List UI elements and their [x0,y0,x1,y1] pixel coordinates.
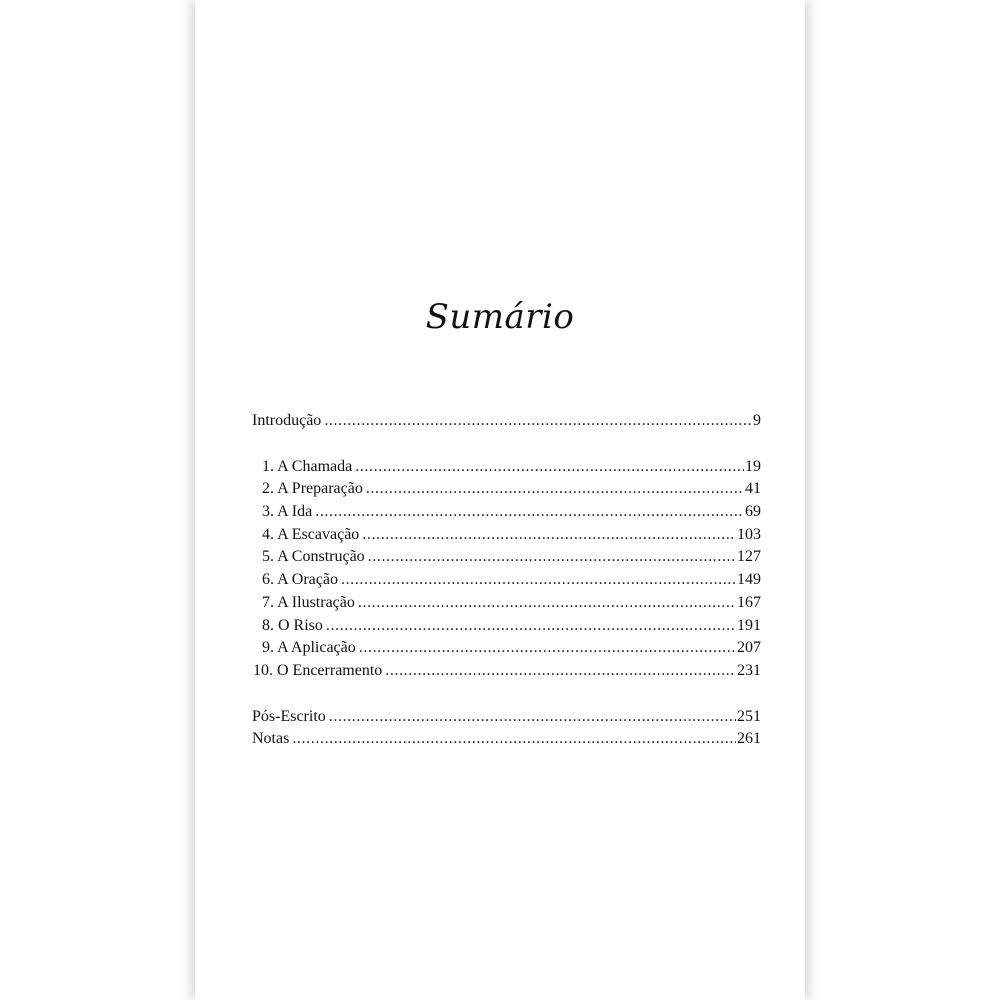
toc-entry-page: 149 [737,571,761,589]
toc-entry [252,728,761,751]
toc-entry-page: 127 [737,548,761,566]
toc-entry [252,410,761,433]
page-title: Sumário [425,297,575,337]
toc-entry-page: 231 [737,661,761,679]
dot-leader [359,637,736,660]
dot-leader [385,660,736,683]
toc-entry-label: 4. A Escavação [262,525,360,543]
toc-entry-label: 1. A Chamada [262,457,353,475]
toc-entry [252,456,761,479]
toc-entry-label: Introdução [252,412,322,429]
toc-entry-page: 261 [737,730,761,748]
toc-entry-page: 103 [737,525,761,543]
toc-entry-label: 3. A Ida [262,503,313,521]
table-of-contents [252,410,761,751]
toc-entry-label: 8. O Riso [262,616,323,634]
toc-entry [252,569,761,592]
toc-entry-page: 69 [745,503,761,521]
toc-entry [252,546,761,569]
dot-leader [355,456,744,479]
toc-entry-label: Notas [252,730,290,748]
toc-entry-label: 2. A Preparação [262,480,363,498]
toc-entry [252,478,761,501]
toc-entry-page: 41 [745,480,761,498]
toc-entry-page: 167 [737,593,761,611]
toc-entry [252,615,761,638]
toc-entry [252,524,761,547]
toc-entry-label: 9. A Aplicação [262,639,356,657]
dot-leader [292,728,736,751]
toc-entry [252,660,761,683]
dot-leader [368,546,736,569]
toc-entry-label: 7. A Ilustração [262,593,355,611]
toc-group-chapters [252,456,761,683]
toc-entry-page: 191 [737,616,761,634]
toc-entry-label: 6. A Oração [262,571,338,589]
toc-entry [252,706,761,729]
toc-entry-page: 207 [737,639,761,657]
toc-group-back [252,706,761,751]
dot-leader [366,478,744,501]
toc-entry [252,637,761,660]
toc-entry [252,592,761,615]
toc-entry-label: 5. A Construção [262,548,365,566]
toc-entry-page: 9 [753,412,761,429]
dot-leader [326,615,736,638]
toc-entry-label: Pós-Escrito [252,707,326,725]
dot-leader [329,706,736,729]
dot-leader [362,524,736,547]
dot-leader [324,410,752,433]
book-page [195,0,805,1000]
toc-group-front [252,410,761,433]
toc-entry-page: 19 [745,457,761,475]
toc-entry [252,501,761,524]
toc-entry-page: 251 [737,707,761,725]
dot-leader [358,592,736,615]
dot-leader [315,501,744,524]
dot-leader [341,569,736,592]
toc-entry-label: 10. O Encerramento [253,661,383,679]
